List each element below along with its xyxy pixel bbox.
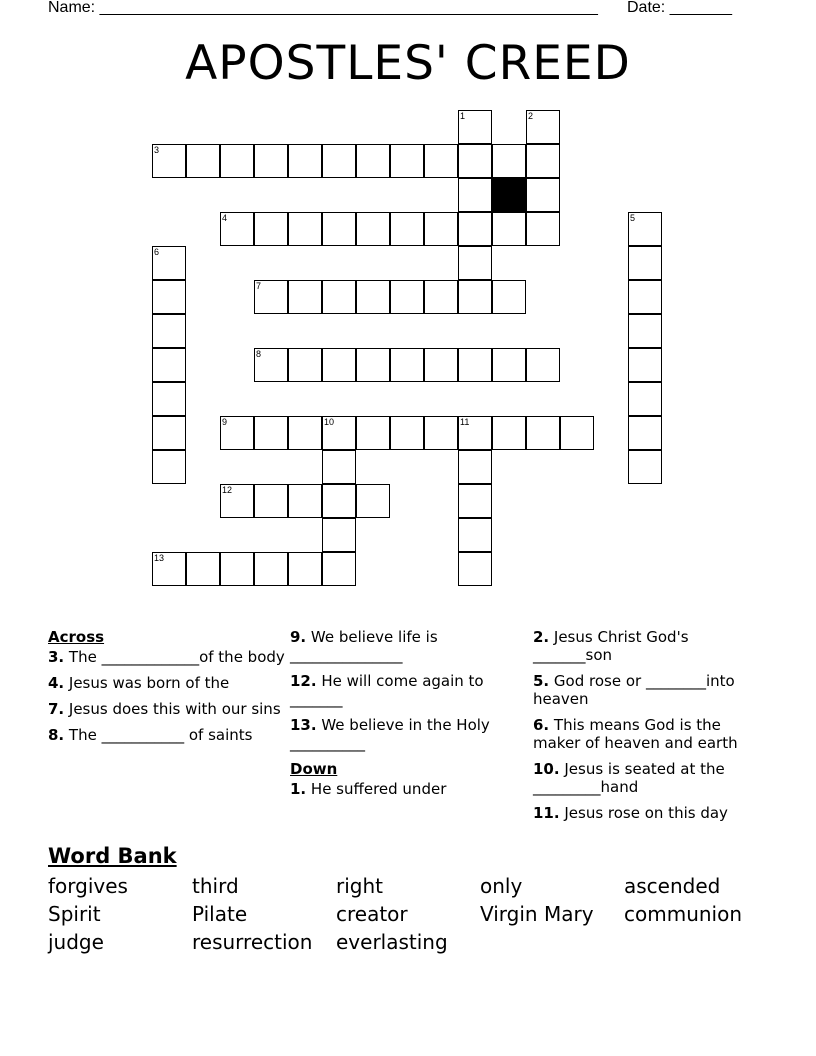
clue-text: We believe life is _______________ bbox=[290, 628, 438, 664]
clue-item bbox=[290, 780, 520, 798]
crossword-cell[interactable] bbox=[288, 212, 322, 246]
crossword-cell[interactable] bbox=[322, 518, 356, 552]
clue-text: Jesus Christ God's _______son bbox=[533, 628, 689, 664]
crossword-cell[interactable] bbox=[526, 348, 560, 382]
crossword-cell[interactable] bbox=[288, 552, 322, 586]
clue-number: 4. bbox=[48, 674, 65, 692]
crossword-cell[interactable] bbox=[424, 212, 458, 246]
crossword-cell[interactable] bbox=[458, 518, 492, 552]
clue-number: 7. bbox=[48, 700, 65, 718]
clue-item bbox=[290, 672, 520, 708]
page-title: APOSTLES' CREED bbox=[185, 36, 631, 91]
word-bank-item: Spirit bbox=[48, 902, 101, 926]
crossword-cell[interactable] bbox=[390, 348, 424, 382]
clue-text: Jesus is seated at the _________hand bbox=[533, 760, 725, 796]
crossword-cell[interactable] bbox=[492, 144, 526, 178]
crossword-cell[interactable] bbox=[628, 280, 662, 314]
clue-item bbox=[533, 804, 769, 822]
crossword-cell[interactable] bbox=[458, 144, 492, 178]
crossword-cell[interactable] bbox=[390, 212, 424, 246]
crossword-cell[interactable] bbox=[628, 314, 662, 348]
cell-number: 6 bbox=[154, 247, 160, 257]
crossword-cell[interactable] bbox=[628, 348, 662, 382]
crossword-cell[interactable] bbox=[458, 280, 492, 314]
clue-column-2 bbox=[290, 628, 520, 806]
crossword-cell[interactable] bbox=[152, 416, 186, 450]
crossword-cell[interactable] bbox=[254, 552, 288, 586]
crossword-cell[interactable] bbox=[220, 552, 254, 586]
crossword-cell[interactable] bbox=[254, 484, 288, 518]
crossword-cell[interactable] bbox=[492, 416, 526, 450]
cell-number: 1 bbox=[460, 111, 466, 121]
clue-text: The _____________of the body bbox=[64, 648, 285, 666]
crossword-cell[interactable] bbox=[424, 280, 458, 314]
cell-number: 10 bbox=[324, 417, 335, 427]
clue-item bbox=[290, 716, 520, 752]
crossword-cell[interactable] bbox=[458, 450, 492, 484]
clue-column-3 bbox=[533, 628, 769, 830]
clue-number: 1. bbox=[290, 780, 307, 798]
crossword-cell[interactable] bbox=[152, 382, 186, 416]
cell-number: 9 bbox=[222, 417, 228, 427]
word-bank-item: everlasting bbox=[336, 930, 448, 954]
word-bank-item: third bbox=[192, 874, 239, 898]
word-bank-item: ascended bbox=[624, 874, 721, 898]
crossword-cell[interactable] bbox=[390, 144, 424, 178]
cell-number: 5 bbox=[630, 213, 636, 223]
word-bank-item: forgives bbox=[48, 874, 128, 898]
crossword-cell[interactable] bbox=[152, 348, 186, 382]
crossword-cell[interactable] bbox=[356, 212, 390, 246]
clue-number: 11. bbox=[533, 804, 560, 822]
crossword-cell[interactable] bbox=[560, 416, 594, 450]
word-bank-item: judge bbox=[48, 930, 104, 954]
crossword-cell[interactable] bbox=[424, 144, 458, 178]
clue-number: 5. bbox=[533, 672, 550, 690]
word-bank-item: Virgin Mary bbox=[480, 902, 594, 926]
crossword-cell[interactable] bbox=[186, 144, 220, 178]
clue-number: 6. bbox=[533, 716, 550, 734]
crossword-cell[interactable] bbox=[628, 416, 662, 450]
crossword-cell[interactable] bbox=[288, 280, 322, 314]
crossword-cell[interactable] bbox=[186, 552, 220, 586]
clue-text: He will come again to _______ bbox=[290, 672, 484, 708]
crossword-cell[interactable] bbox=[254, 416, 288, 450]
clue-column-1 bbox=[48, 628, 286, 752]
word-bank bbox=[48, 872, 768, 956]
crossword-cell[interactable] bbox=[458, 484, 492, 518]
cell-number: 8 bbox=[256, 349, 262, 359]
crossword-cell[interactable] bbox=[458, 552, 492, 586]
crossword-cell[interactable] bbox=[322, 348, 356, 382]
crossword-cell[interactable] bbox=[322, 484, 356, 518]
crossword-cell[interactable] bbox=[220, 144, 254, 178]
crossword-cell[interactable] bbox=[628, 382, 662, 416]
clue-item bbox=[533, 628, 769, 664]
crossword-cell[interactable] bbox=[628, 450, 662, 484]
clue-text: We believe in the Holy __________ bbox=[290, 716, 490, 752]
word-bank-item: Pilate bbox=[192, 902, 248, 926]
crossword-cell[interactable] bbox=[288, 144, 322, 178]
crossword-cell[interactable] bbox=[322, 280, 356, 314]
crossword-cell[interactable] bbox=[322, 450, 356, 484]
clue-text: The ___________ of saints bbox=[64, 726, 253, 744]
crossword-cell[interactable] bbox=[356, 280, 390, 314]
clue-text: Jesus rose on this day bbox=[559, 804, 728, 822]
crossword-cell[interactable] bbox=[390, 280, 424, 314]
name-field[interactable]: Name: ________________________________________________________ bbox=[48, 0, 598, 16]
clue-text: Jesus does this with our sins bbox=[64, 700, 281, 718]
crossword-cell[interactable] bbox=[288, 484, 322, 518]
cell-number: 7 bbox=[256, 281, 262, 291]
clue-number: 13. bbox=[290, 716, 317, 734]
crossword-cell[interactable] bbox=[152, 280, 186, 314]
across-heading: Across bbox=[48, 628, 105, 646]
crossword-cell[interactable] bbox=[356, 416, 390, 450]
clue-item bbox=[48, 726, 286, 744]
cell-number: 11 bbox=[460, 417, 470, 427]
crossword-cell[interactable] bbox=[526, 416, 560, 450]
clue-item bbox=[533, 760, 769, 796]
crossword-cell[interactable] bbox=[322, 212, 356, 246]
clue-item bbox=[290, 628, 520, 664]
clue-number: 12. bbox=[290, 672, 317, 690]
clue-text: God rose or ________into heaven bbox=[533, 672, 735, 708]
clue-item bbox=[533, 672, 769, 708]
crossword-cell[interactable] bbox=[526, 178, 560, 212]
crossword-cell[interactable] bbox=[424, 348, 458, 382]
date-field[interactable]: Date: _______ bbox=[627, 0, 732, 16]
cell-number: 2 bbox=[528, 111, 534, 121]
word-bank-item: only bbox=[480, 874, 523, 898]
clue-number: 9. bbox=[290, 628, 307, 646]
crossword-cell[interactable] bbox=[458, 246, 492, 280]
word-bank-item: creator bbox=[336, 902, 408, 926]
clue-text: He suffered under bbox=[306, 780, 447, 798]
clue-text: This means God is the maker of heaven and earth bbox=[533, 716, 738, 752]
crossword-cell[interactable] bbox=[458, 212, 492, 246]
crossword-cell[interactable] bbox=[288, 416, 322, 450]
cell-number: 4 bbox=[222, 213, 228, 223]
cell-number: 13 bbox=[154, 553, 165, 563]
crossword-cell[interactable] bbox=[288, 348, 322, 382]
crossword-cell[interactable] bbox=[424, 416, 458, 450]
clue-text: Jesus was born of the bbox=[64, 674, 230, 692]
clue-number: 10. bbox=[533, 760, 560, 778]
crossword-cell[interactable] bbox=[356, 144, 390, 178]
crossword-cell[interactable] bbox=[492, 280, 526, 314]
word-bank-item: right bbox=[336, 874, 383, 898]
crossword-cell[interactable] bbox=[152, 314, 186, 348]
crossword-cell[interactable] bbox=[628, 246, 662, 280]
crossword-cell[interactable] bbox=[322, 144, 356, 178]
clue-item bbox=[48, 700, 286, 718]
crossword-cell[interactable] bbox=[152, 450, 186, 484]
crossword-cell[interactable] bbox=[254, 212, 288, 246]
clue-item bbox=[533, 716, 769, 752]
crossword-cell[interactable] bbox=[356, 484, 390, 518]
crossword-cell[interactable] bbox=[492, 348, 526, 382]
clue-number: 3. bbox=[48, 648, 65, 666]
word-bank-title: Word Bank bbox=[48, 844, 177, 868]
crossword-black-cell bbox=[492, 178, 526, 212]
crossword-cell[interactable] bbox=[254, 144, 288, 178]
word-bank-item: communion bbox=[624, 902, 743, 926]
clue-number: 2. bbox=[533, 628, 550, 646]
crossword-cell[interactable] bbox=[356, 348, 390, 382]
crossword-cell[interactable] bbox=[390, 416, 424, 450]
crossword-cell[interactable] bbox=[458, 178, 492, 212]
clue-number: 8. bbox=[48, 726, 65, 744]
crossword-cell[interactable] bbox=[458, 348, 492, 382]
clue-item bbox=[48, 674, 286, 692]
down-heading: Down bbox=[290, 760, 338, 778]
cell-number: 3 bbox=[154, 145, 160, 155]
word-bank-item: resurrection bbox=[192, 930, 313, 954]
crossword-cell[interactable] bbox=[526, 212, 560, 246]
crossword-cell[interactable] bbox=[526, 144, 560, 178]
crossword-cell[interactable] bbox=[492, 212, 526, 246]
clue-item bbox=[48, 648, 286, 666]
crossword-cell[interactable] bbox=[322, 552, 356, 586]
cell-number: 12 bbox=[222, 485, 233, 495]
